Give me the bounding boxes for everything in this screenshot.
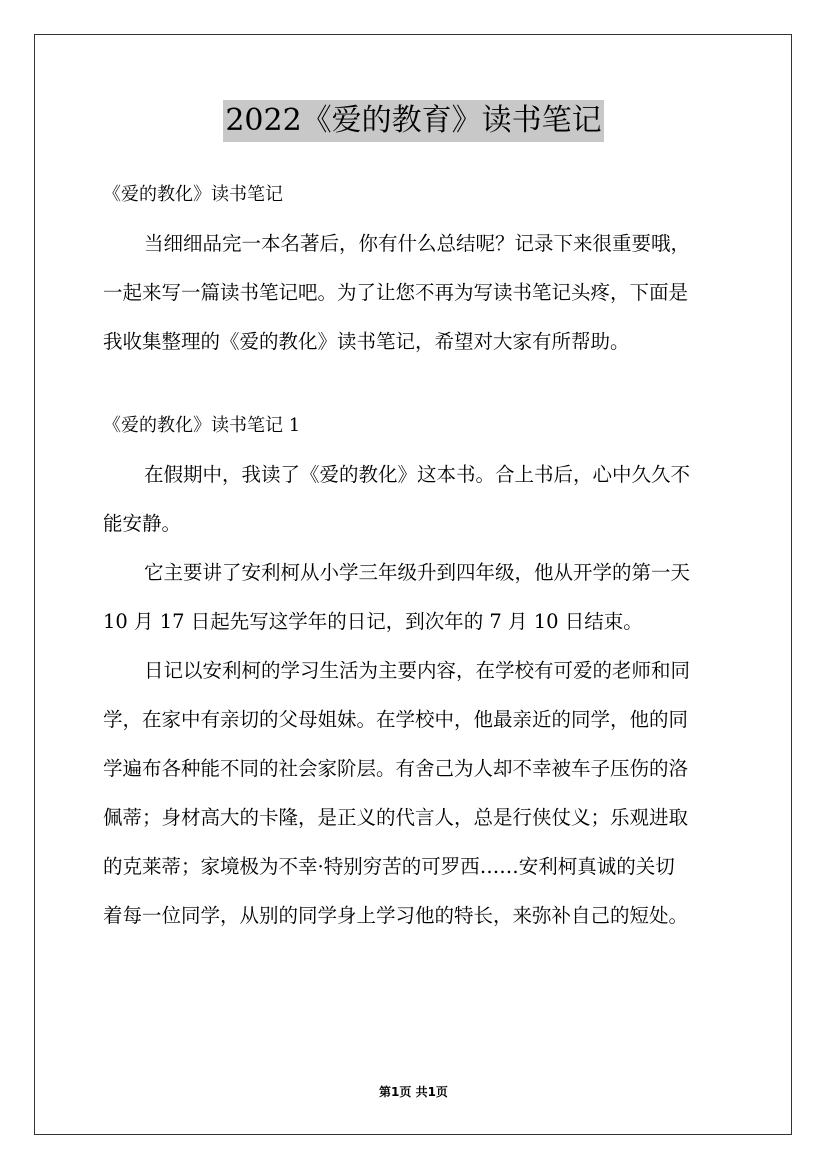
paragraph-3-line-5: 的克莱蒂；家境极为不幸·特别穷苦的可罗西……安利柯真诚的关切	[103, 855, 675, 878]
intro-line-2: 一起来写一篇读书笔记吧。为了让您不再为写读书笔记头疼，下面是	[103, 281, 689, 304]
section-heading: 《爱的教化》读书笔记 1	[103, 415, 301, 436]
paragraph-2-line-1: 它主要讲了安利柯从小学三年级升到四年级，他从开学的第一天	[144, 561, 691, 584]
paragraph-3-line-3: 学遍布各种能不同的社会家阶层。有舍己为人却不幸被车子压伤的洛	[103, 757, 689, 780]
page-footer: 第1页 共1页	[379, 1085, 448, 1099]
intro-line-3: 我收集整理的《爱的教化》读书笔记，希望对大家有所帮助。	[103, 330, 630, 353]
document-body	[103, 170, 728, 940]
paragraph-3-line-1: 日记以安利柯的学习生活为主要内容，在学校有可爱的老师和同	[144, 659, 691, 682]
paragraph-3-line-4: 佩蒂；身材高大的卡隆，是正义的代言人，总是行侠仗义；乐观进取	[103, 806, 689, 829]
title-container	[0, 100, 827, 142]
document-subtitle: 《爱的教化》读书笔记	[103, 184, 283, 205]
intro-line-1: 当细细品完一本名著后，你有什么总结呢？记录下来很重要哦，	[144, 232, 691, 255]
paragraph-1-line-2: 能安静。	[103, 512, 182, 535]
document-title: 2022《爱的教育》读书笔记	[223, 100, 603, 142]
paragraph-1-line-1: 在假期中，我读了《爱的教化》这本书。合上书后，心中久久不	[144, 463, 691, 486]
paragraph-3-line-6: 着每一位同学，从别的同学身上学习他的特长，来弥补自己的短处。	[103, 904, 689, 927]
paragraph-3-line-2: 学，在家中有亲切的父母姐妹。在学校中，他最亲近的同学，他的同	[103, 708, 689, 731]
section-gap	[103, 366, 728, 401]
paragraph-2-line-2: 10 月 17 日起先写这学年的日记，到次年的 7 月 10 日结束。	[103, 610, 643, 633]
